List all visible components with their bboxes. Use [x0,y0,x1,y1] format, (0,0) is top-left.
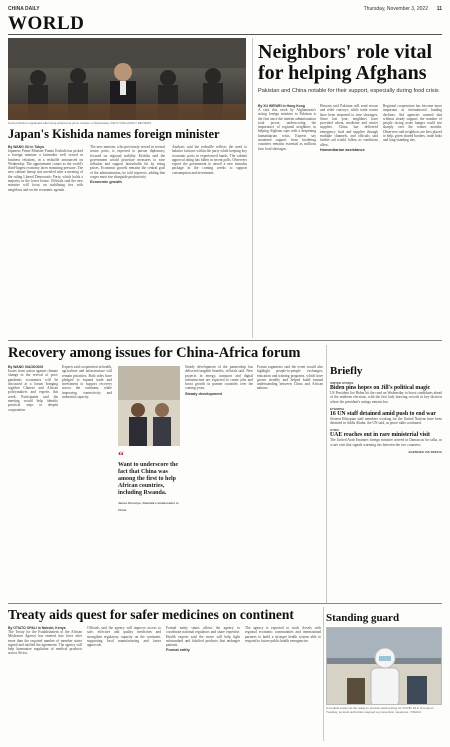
page-number: 11 [436,6,442,12]
article-body: Formal entity status allows the agency to coordinate national regulators and share expertise. Health experts said the move will help fight substandard and falsified products that endanger patients. [166,626,240,648]
photo-caption: A medical worker at the ready to provide swab testing for COVID-19 in Urumqi on Tuesday, as local authorities stepped up prevention measures. XINHUA [326,706,434,714]
article-column [245,626,321,741]
article-column [185,365,253,597]
forum-photo [118,366,180,446]
brief-tag: UNITED STATES [330,381,354,385]
brief-item [330,428,442,447]
article-body: Hussain said Pakistan will send rescue and relief convoys, while trade routes have been reopened to ease shortages. Since last year, neighbors have provided wheat, medicine and winter supplies. China has delivered emergency food and supplies through multiple channels, and officials said further aid would follow as conditions allow. [320,104,378,147]
brief-item [330,381,442,404]
delegates-image [118,366,180,446]
brief-tag: ETHIOPIA [330,406,345,411]
article-column [172,145,247,333]
article-body: Analysts said the reshuffle reflects the need to balance factions within the party while keeping key economic posts in experienced hands. The cabinet approval rating has fallen in recent polls. Observers expect the government to unveil a new stimulus package in the coming weeks to support consumption and investment. [172,145,247,175]
article-body: Steady development of the partnership has delivered tangible benefits, officials said. New projects in energy, transport and digital infrastructure are expected to create jobs and boost growth in partner countries over the coming years. [185,365,253,391]
article-body: The Treaty for the Establishment of the African Medicines Agency has entered into force after more than the required number of member states signed and ratified the agreement. The agency will help harmonize regulation of medical products across Africa. [8,630,82,656]
article-column [8,626,82,741]
brief-tag: SYRIA [330,428,340,433]
quote-text: Want to underscore the fact that China was among the first to help African countries, including Rwanda. [118,462,179,496]
article-byline: By WANG XU in Tokyo [8,145,45,149]
article-body: A visit this week by Afghanistan's acting foreign minister to Pakistan is the first since the interim administration took power, underscoring the importance of regional neighbors in helping Afghans cope with a deepening humanitarian crisis. Experts say sustained support from bordering countries remains essential as millions face food shortages. [258,108,316,151]
article-headline: Neighbors' role vital for helping Afghans [258,41,433,84]
article-body: Experts said cooperation in health, agriculture and infrastructure will remain priorities. Both sides have pledged to expand trade and investment to support recovery across the continent, while improving connectivity and industrial capacity. [62,365,112,400]
brief-item [330,407,442,426]
brief-headline: 16 UN staff detained amid push to end war [330,410,436,417]
article-body: Regional cooperation has become more important as international funding declines. Aid agencies warned that without steady support, the number of people facing acute hunger could rise sharply over the winter months. Observers said neighbors are best placed to help, given shared borders, trade links and long-standing ties. [383,104,442,143]
kishida-photo [8,38,246,120]
article-byline: By OTIATO OPALI in Nairobi, Kenya [8,626,66,630]
article-headline: Recovery among issues for China-Africa forum [8,345,301,361]
testing-photo [326,627,442,705]
parliament-scene-image [8,38,246,120]
article-column [257,365,323,597]
brief-body: The United Arab Emirates foreign minister arrived in Damascus for talks, in a rare visit that signals warming ties between the two countries. [330,438,442,447]
article-headline: Japan's Kishida names foreign minister [8,127,220,141]
article-column [87,626,161,741]
article-column [383,104,442,340]
pull-quote [118,448,180,514]
article-body: Japanese Prime Minister Fumio Kishida has picked a foreign minister a lawmaker well versed in business relations, in a reshuffle announced on Wednesday. The appointment comes as the world's third-largest economy faces mounting pressure. The new cabinet lineup was unveiled after a meeting of the ruling Liberal Democratic Party, which holds a majority in the lower house. Officials said the new minister will focus on stabilizing ties with neighbors and on the economic agenda. [8,149,83,192]
brief-body: US President Joe Biden hit the road on Wednesday to boost candidates ahead of the midterm elections, with the first lady drawing crowds in key districts where the president's ratings remain low. [330,391,442,404]
section-divider [8,340,442,341]
brief-body: Sixteen Ethiopian staff members working for the United Nations have been detained in Addis Ababa, the UN said, as peace talks continued. [330,416,442,426]
quote-attribution: James Kimonyo, Rwanda's ambassador to China [118,501,179,512]
article-subhead: Economic growth [90,180,122,185]
article-column [62,365,112,597]
article-subhead: Humanitarian assistance [320,147,365,152]
standing-title: Standing guard [326,612,400,624]
article-column [8,145,83,333]
column-divider [252,38,253,338]
masthead-logo: CHINA DAILY [8,6,40,12]
article-subhead: Formal entity [166,648,190,653]
article-body: Issues from action against climate change to the revival of post-pandemic economies will be discussed at a forum bringing together Chinese and African policymakers and experts this week. Participants said the meeting would help identify practical steps to deepen cooperation. [8,369,58,412]
brief-headline: UAE reaches out in rare ministerial visit [330,432,430,439]
article-body: The agency is expected to work closely with regional economic communities and international partners to build a stronger health system able to respond to future public health emergencies. [245,626,321,643]
medical-worker-image [327,628,442,705]
article-subhead: Steady development [185,391,222,396]
article-body: Forum organizers said the event would also highlight people-to-people exchanges, education and training programs, which have grown steadily and helped build mutual understanding between China and African nations. [257,365,323,391]
article-column [320,104,378,340]
article-column [90,145,165,333]
briefly-title: Briefly [330,365,363,377]
article-byline: By WANG XIAODONG [8,365,44,369]
section-title: WORLD [8,13,85,34]
issue-date: Thursday, November 3, 2022 [363,6,428,12]
article-headline: Treaty aids quest for safer medicines on continent [8,607,294,622]
section-divider [8,603,442,604]
article-column [258,104,316,340]
brief-headline: Biden pins hopes on Jill's political magic [330,385,431,391]
article-body: The new minister, who previously served in several senior posts, is expected to pursue diplomacy focused on regional stability. Kishida said the government would prioritize measures to ease inflation and support households hit by rising prices. Economic growth remains the central goal of the administration, he told reporters, adding that wages must rise alongside productivity. [90,145,165,180]
column-divider [326,345,327,603]
photo-caption: Fumio Kishida is applauded after being selected as prime minister on Wednesday. KIM KYUNG-HOON / REUTERS [8,121,152,125]
agency-credit: AGENCIES VIA XINHUA [408,450,442,455]
section-rule [8,34,442,35]
article-body: Officials said the agency will improve access to safe, effective and quality medicines and strengthen regulatory capacity on the continent, supporting local manufacturing and faster approvals. [87,626,161,648]
quote-mark-icon: “ [118,448,124,462]
article-column [8,365,58,597]
briefly-list [330,381,442,606]
article-byline: By XU WEIWEI in Hong Kong [258,104,305,108]
article-column [166,626,240,741]
column-divider [323,607,324,741]
article-subheadline: Pakistan and China notable for their support, especially during food crisis [258,88,439,94]
